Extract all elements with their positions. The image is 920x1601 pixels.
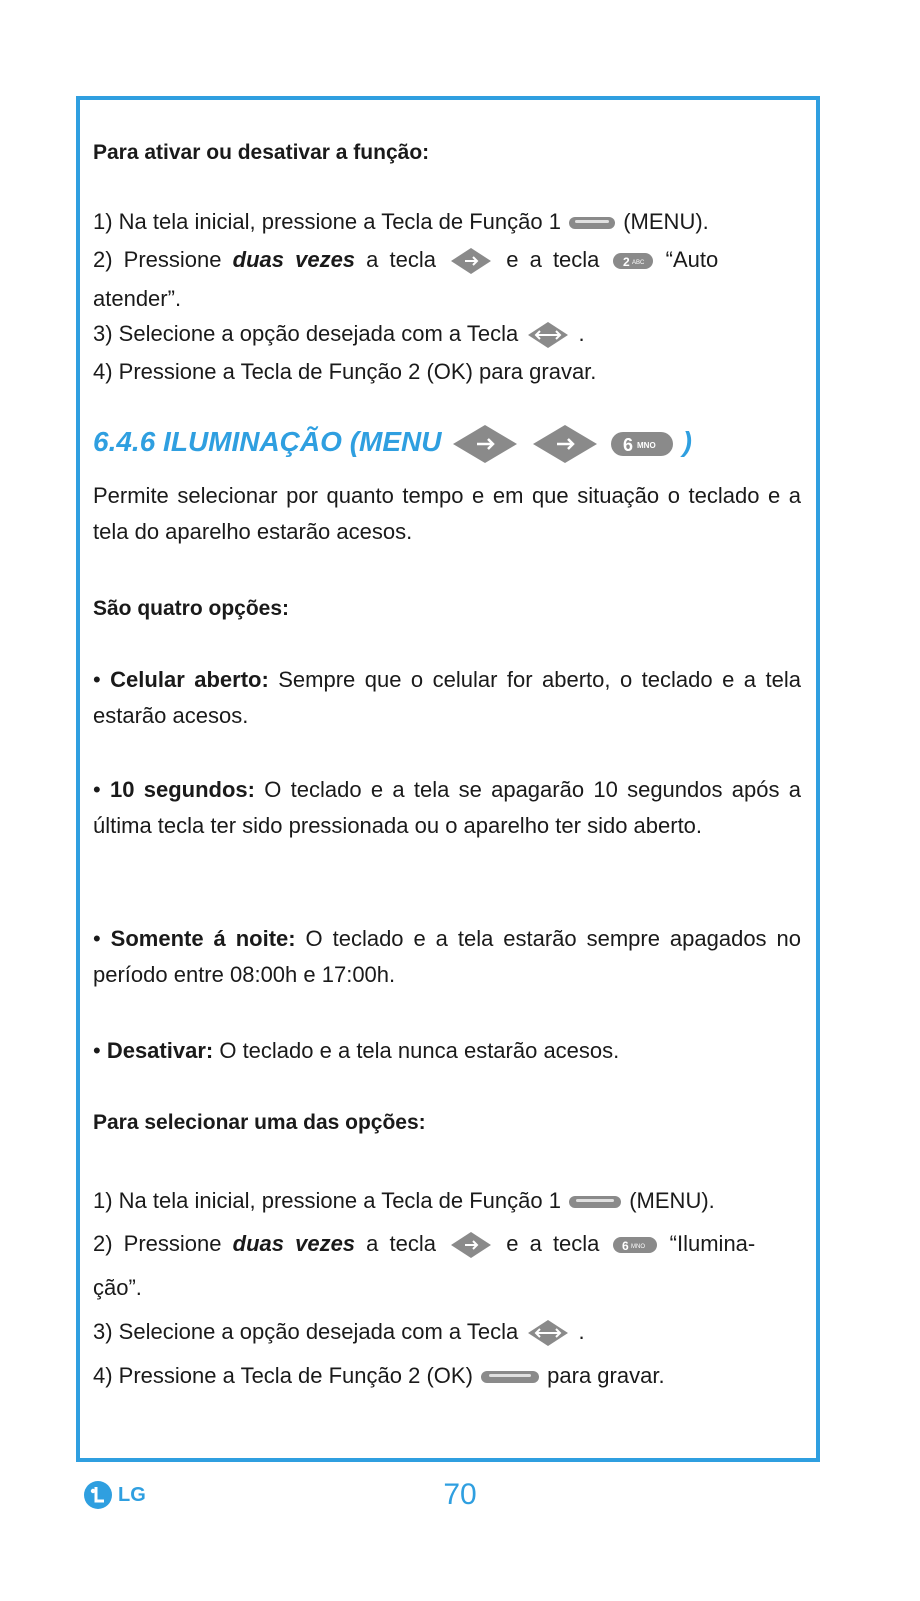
- section-title-close: ): [682, 426, 692, 457]
- option-item: • 10 segundos: O teclado e a tela se apagarão 10 segundos após a última tecla ter sido pressionada ou o aparelho ter sido aberto.: [93, 777, 801, 838]
- lg-logo-text: LG: [118, 1483, 146, 1506]
- step2-emphasis: duas vezes: [232, 1231, 356, 1256]
- option-label: Celular aberto:: [110, 667, 269, 692]
- step3-line: [93, 1314, 801, 1350]
- step1-menu-label: (MENU).: [629, 1188, 715, 1213]
- key-6-icon: [611, 1234, 659, 1256]
- step1-line: [93, 204, 801, 240]
- soft-key-2-icon: [479, 1366, 541, 1388]
- key-6-digit: 6: [622, 434, 633, 455]
- section-intro: Permite selecionar por quanto tempo e em que situação o teclado e a tela do aparelho estarão acesos.: [93, 483, 801, 544]
- steps-heading-select: Para selecionar uma das opções:: [93, 1111, 426, 1134]
- step4-text: 4) Pressione a Tecla de Função 2 (OK): [93, 1363, 473, 1388]
- step2-text-mid: a tecla: [366, 1231, 436, 1256]
- key-2-letters: ABC: [631, 260, 644, 267]
- step2-line: [93, 1226, 801, 1262]
- step1-line: [93, 1183, 801, 1219]
- step2-text-mid2: e a tecla: [506, 247, 600, 272]
- step2-text-mid2: e a tecla: [506, 1231, 600, 1256]
- step1-text: 1) Na tela inicial, pressione a Tecla de Função 1: [93, 1188, 561, 1213]
- step1-menu-label: (MENU).: [623, 209, 709, 234]
- key-6-digit: 6: [621, 1239, 629, 1254]
- key-6-letters: MNO: [630, 1244, 645, 1251]
- option-text: O teclado e a tela nunca estarão acesos.: [219, 1038, 620, 1063]
- steps-heading-activate: Para ativar ou desativar a função:: [93, 141, 430, 164]
- option-label: Somente á noite:: [110, 926, 296, 951]
- step2-continuation: ção”.: [93, 1275, 142, 1300]
- step3-text: 3) Selecione a opção desejada com a Tecla: [93, 1319, 519, 1344]
- option-label: 10 segundos:: [109, 777, 255, 802]
- nav-updown-key-icon: [524, 320, 572, 350]
- option-label: Desativar:: [106, 1038, 214, 1063]
- step3-period: .: [578, 1319, 585, 1344]
- option-item: • Desativar: O teclado e a tela nunca estarão acesos.: [93, 1038, 620, 1063]
- step2-emphasis: duas vezes: [232, 247, 356, 272]
- nav-right-key-icon: [449, 423, 521, 465]
- step2-option: “Ilumina-: [669, 1231, 756, 1256]
- step3-text: 3) Selecione a opção desejada com a Tecla: [93, 321, 519, 346]
- step2-line: [93, 242, 801, 278]
- step2-continuation: atender”.: [93, 286, 182, 311]
- key-2-digit: 2: [622, 255, 630, 270]
- key-6-letters: MNO: [636, 440, 656, 450]
- option-text: O teclado e a tela estarão sempre apagados no período entre 08:00h e 17:00h.: [93, 926, 801, 987]
- step2-text-mid: a tecla: [366, 247, 436, 272]
- option-item: • Somente á noite: O teclado e a tela estarão sempre apagados no período entre 08:00h e 17:00h.: [93, 926, 801, 987]
- soft-key-1-icon: [567, 213, 617, 233]
- nav-right-key-icon: [529, 423, 601, 465]
- options-heading: São quatro opções:: [93, 597, 290, 620]
- step3-line: [93, 316, 801, 352]
- nav-updown-key-icon: [524, 1318, 572, 1348]
- step2-text: 2) Pressione: [93, 247, 222, 272]
- step3-period: .: [578, 321, 585, 346]
- nav-right-key-icon: [447, 246, 495, 276]
- page-number: 70: [443, 1478, 477, 1511]
- step2-text: 2) Pressione: [93, 1231, 222, 1256]
- key-2-icon: [611, 250, 655, 272]
- step1-text: 1) Na tela inicial, pressione a Tecla de Função 1: [93, 209, 561, 234]
- option-text: Sempre que o celular for aberto, o teclado e a tela estarão acesos.: [93, 667, 801, 728]
- option-item: • Celular aberto: Sempre que o celular for aberto, o teclado e a tela estarão acesos.: [93, 667, 801, 728]
- step4-line: 4) Pressione a Tecla de Função 2 (OK) para gravar.: [93, 359, 597, 384]
- section-title-text: 6.4.6 ILUMINAÇÃO (MENU: [93, 426, 442, 457]
- key-6-icon: [609, 429, 675, 459]
- section-title: [93, 422, 692, 465]
- option-text: O teclado e a tela se apagarão 10 segundos após a última tecla ter sido pressionada ou o aparelho ter sido aberto.: [93, 777, 801, 838]
- step4-text-end: para gravar.: [547, 1363, 665, 1388]
- nav-right-key-icon: [447, 1230, 495, 1260]
- step2-option: “Auto: [665, 247, 719, 272]
- soft-key-1-icon: [567, 1191, 623, 1213]
- step4-line: [93, 1358, 801, 1394]
